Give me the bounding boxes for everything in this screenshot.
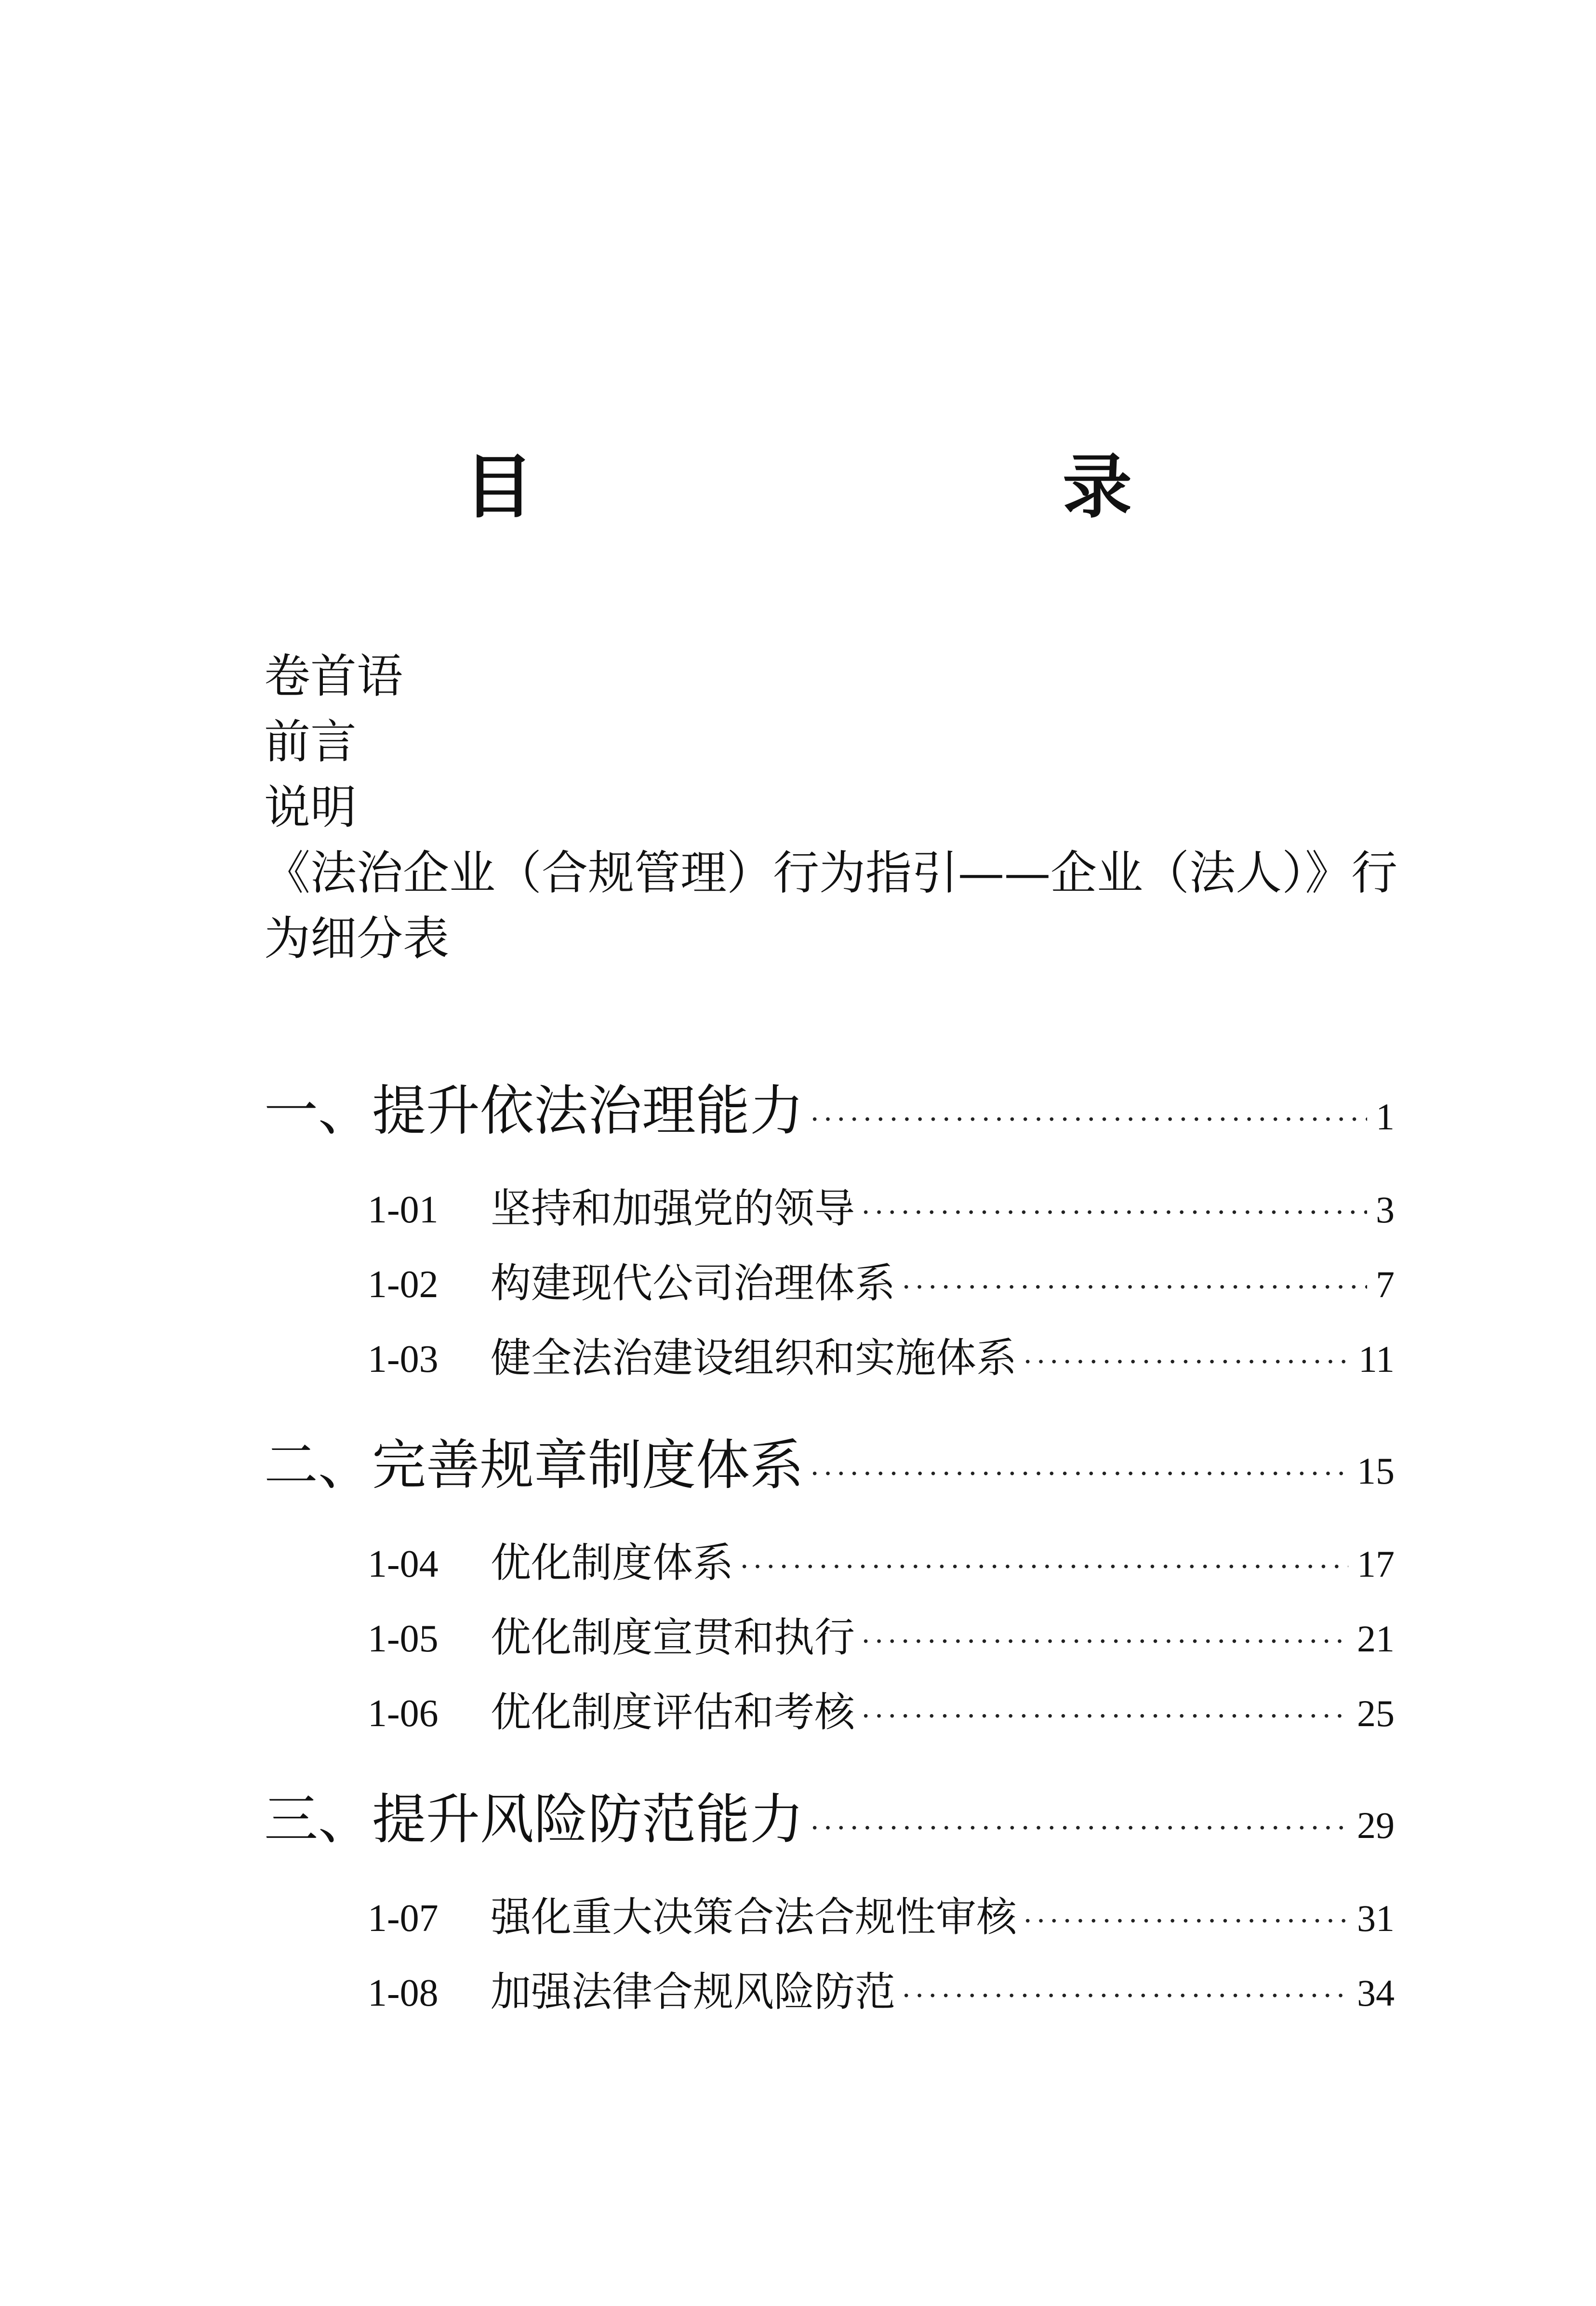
toc-section-title: 一、提升依法治理能力 [264, 1080, 804, 1142]
toc-leader-dots [861, 1194, 1367, 1230]
toc-page-number: 29 [1357, 1804, 1395, 1846]
toc-entry-title: 坚持和加强党的领导 [491, 1185, 855, 1232]
toc-page-number: 34 [1357, 1972, 1395, 2014]
toc-leader-dots [810, 1101, 1367, 1137]
toc-leader-dots [901, 1978, 1348, 2013]
page-title: 目 录 [464, 446, 1262, 527]
toc-entry-code: 1-06 [368, 1692, 439, 1735]
toc-page-number: 15 [1357, 1450, 1395, 1492]
toc-entry-title: 优化制度体系 [491, 1539, 734, 1586]
toc-page-number: 3 [1376, 1189, 1395, 1231]
toc-entry-title: 构建现代公司治理体系 [491, 1260, 896, 1307]
toc-section-2[interactable] [264, 1422, 1395, 1500]
toc-page-number: 31 [1357, 1897, 1395, 1939]
front-item-juanshouyu[interactable]: 卷首语 [264, 649, 403, 703]
toc-page-number: 17 [1357, 1543, 1395, 1585]
toc-page-number: 25 [1357, 1692, 1395, 1734]
toc-entry-code: 1-08 [368, 1972, 439, 2014]
toc-leader-dots [739, 1549, 1348, 1584]
toc-page-number: 21 [1357, 1618, 1395, 1660]
toc-entry-code: 1-05 [368, 1618, 439, 1660]
toc-leader-dots [1023, 1903, 1348, 1939]
toc-entry-code: 1-04 [368, 1543, 439, 1585]
toc-entry-code: 1-01 [368, 1189, 439, 1231]
toc-leader-dots [810, 1456, 1348, 1491]
front-item-notes[interactable]: 说明 [264, 780, 357, 834]
toc-section-3[interactable] [264, 1776, 1395, 1854]
toc-page-number: 11 [1358, 1338, 1395, 1380]
toc-page-number: 1 [1376, 1096, 1395, 1138]
toc-entry-code: 1-03 [368, 1338, 439, 1381]
toc-entry-title: 强化重大决策合法合规性审核 [491, 1893, 1017, 1941]
toc-entry-1-02[interactable] [368, 1251, 1395, 1309]
toc-page-number: 7 [1376, 1263, 1395, 1305]
toc-entry-title: 健全法治建设组织和实施体系 [491, 1334, 1017, 1381]
toc-entry-1-06[interactable] [368, 1680, 1395, 1738]
toc-section-title: 三、提升风险防范能力 [264, 1788, 804, 1851]
toc-entry-1-03[interactable] [368, 1326, 1395, 1384]
front-item-preface[interactable]: 前言 [264, 715, 357, 769]
toc-entry-1-08[interactable] [368, 1959, 1395, 2018]
toc-entry-1-04[interactable] [368, 1530, 1395, 1589]
front-item-behavior-table[interactable]: 《法治企业（合规管理）行为指引——企业（法人）》行为细分表 [264, 846, 1397, 965]
toc-entry-1-07[interactable] [368, 1885, 1395, 1943]
toc-leader-dots [1023, 1344, 1350, 1380]
toc-entry-1-05[interactable] [368, 1605, 1395, 1663]
front-matter [264, 644, 1411, 971]
toc-leader-dots [861, 1698, 1348, 1734]
toc-entry-code: 1-02 [368, 1263, 439, 1306]
toc-entry-title: 优化制度宣贯和执行 [491, 1614, 855, 1661]
toc-leader-dots [901, 1269, 1367, 1305]
toc-leader-dots [861, 1623, 1348, 1659]
toc-entry-title: 优化制度评估和考核 [491, 1689, 855, 1736]
toc-section-1[interactable] [264, 1068, 1395, 1145]
toc-leader-dots [810, 1810, 1348, 1846]
toc-section-title: 二、完善规章制度体系 [264, 1434, 804, 1497]
toc-entry-1-01[interactable] [368, 1176, 1395, 1234]
toc-entry-code: 1-07 [368, 1897, 439, 1940]
toc-entry-title: 加强法律合规风险防范 [491, 1968, 896, 2015]
